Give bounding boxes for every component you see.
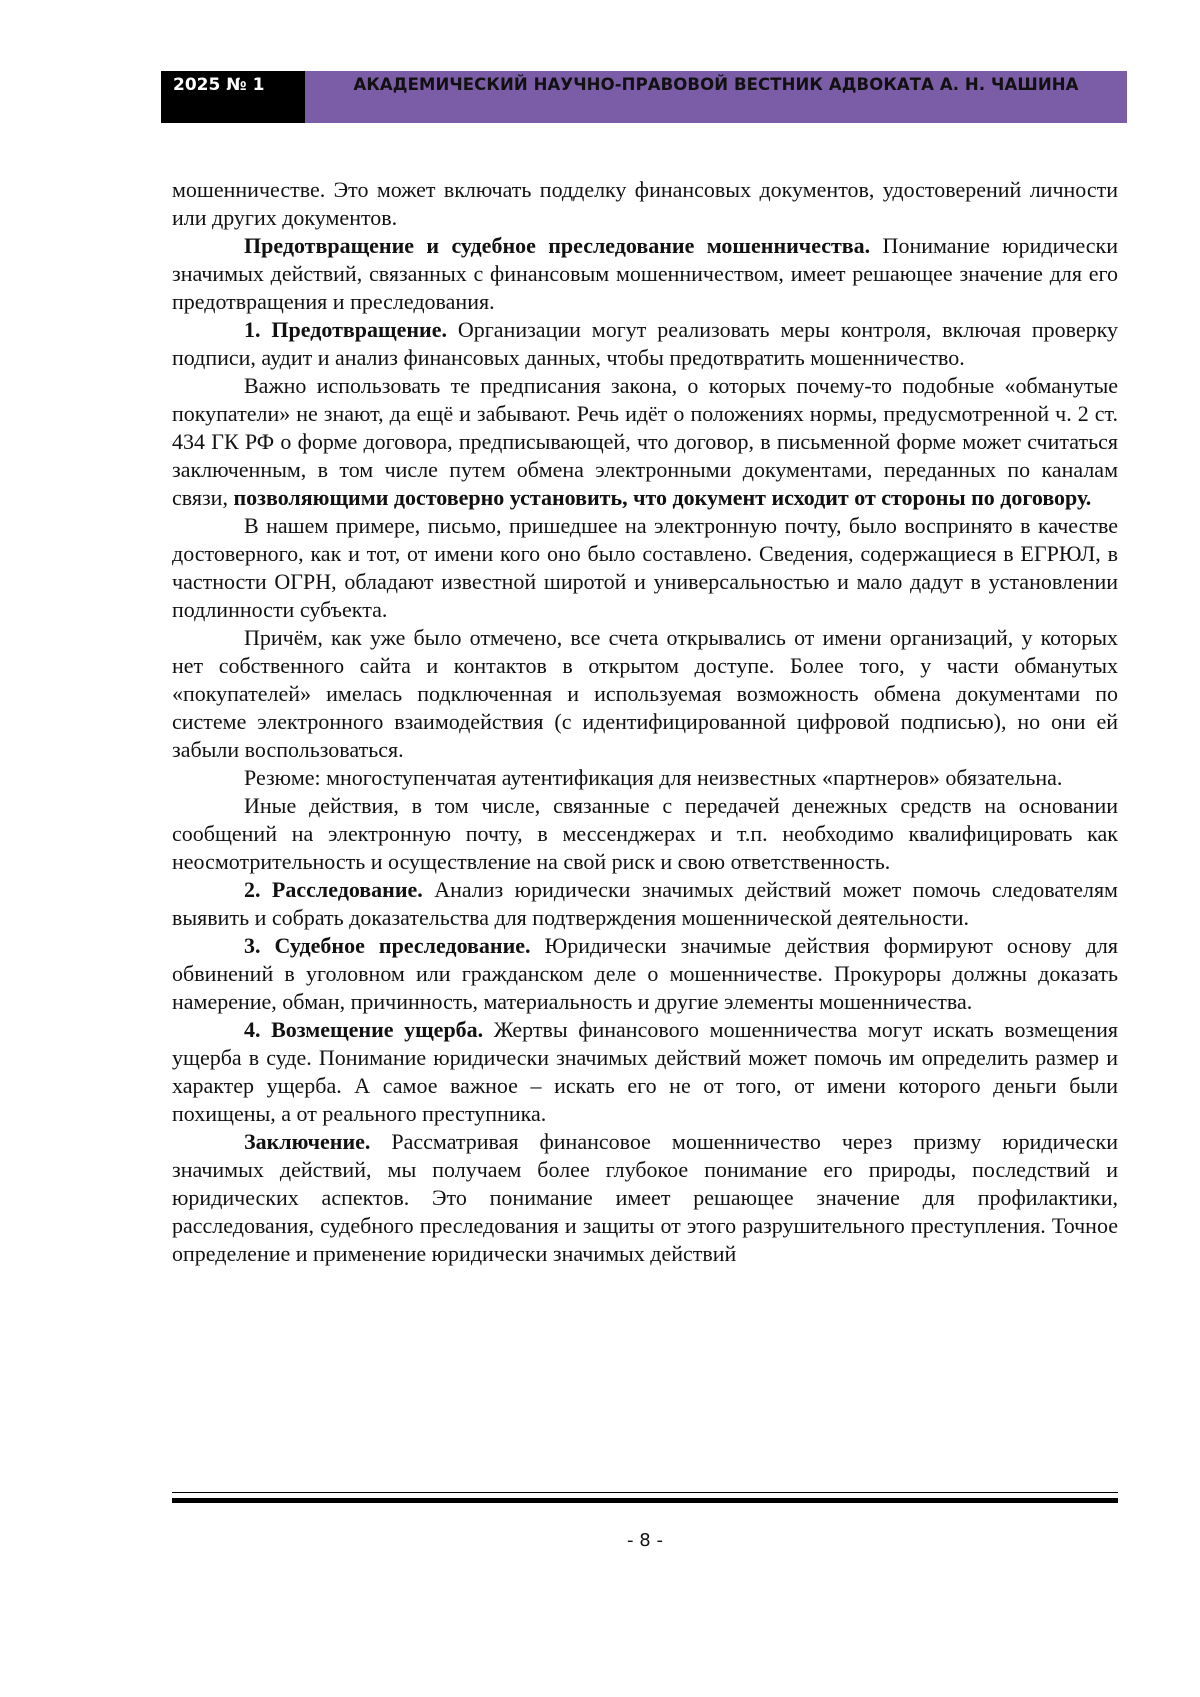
paragraph: Иные действия, в том числе, связанные с передачей денежных средств на основании сообщений на электронную почту, в мессенджерах и т.п. необходимо квалифицировать как неосмотрительность и осуществление на свой риск и свою ответственность. — [172, 792, 1118, 876]
section-heading: 1. Предотвращение. — [244, 317, 447, 342]
journal-header — [161, 71, 1127, 123]
section-heading: 3. Судебное преследование. — [244, 933, 531, 958]
paragraph: мошенничестве. Это может включать подделку финансовых документов, удостоверений личности или других документов. — [172, 176, 1118, 232]
paragraph: Причём, как уже было отмечено, все счета открывались от имени организаций, у которых нет собственного сайта и контактов в открытом доступе. Более того, у части обманутых «покупателей» имелась подключенная и используемая возможность обмена документами по системе электронного взаимодействия (с идентифицированной цифровой подписью), но они ей забыли воспользоваться. — [172, 624, 1118, 764]
paragraph: Резюме: многоступенчатая аутентификация для неизвестных «партнеров» обязательна. — [172, 764, 1118, 792]
footer-divider — [172, 1498, 1118, 1503]
paragraph: 2. Расследование. Анализ юридически значимых действий может помочь следователям выявить и собрать доказательства для подтверждения мошеннической деятельности. — [172, 876, 1118, 932]
section-heading: Предотвращение и судебное преследование мошенничества. — [244, 233, 870, 258]
section-heading: Заключение. — [244, 1129, 370, 1154]
section-heading: 2. Расследование. — [244, 877, 423, 902]
emphasis: позволяющими достоверно установить, что документ исходит от стороны по договору. — [233, 485, 1091, 510]
paragraph: 1. Предотвращение. Организации могут реализовать меры контроля, включая проверку подписи, аудит и анализ финансовых данных, чтобы предотвратить мошенничество. — [172, 316, 1118, 372]
paragraph: Предотвращение и судебное преследование мошенничества. Понимание юридически значимых действий, связанных с финансовым мошенничеством, имеет решающее значение для его предотвращения и преследования. — [172, 232, 1118, 316]
page-number: - 8 - — [0, 1530, 1200, 1551]
paragraph: 3. Судебное преследование. Юридически значимые действия формируют основу для обвинений в уголовном или гражданском деле о мошенничестве. Прокуроры должны доказать намерение, обман, причинность, материальность и другие элементы мошенничества. — [172, 932, 1118, 1016]
paragraph: В нашем примере, письмо, пришедшее на электронную почту, было воспринято в качестве достоверного, как и тот, от имени кого оно было составлено. Сведения, содержащиеся в ЕГРЮЛ, в частности ОГРН, обладают известной широтой и универсальностью и мало дадут в установлении подлинности субъекта. — [172, 512, 1118, 624]
paragraph: 4. Возмещение ущерба. Жертвы финансового мошенничества могут искать возмещения ущерба в суде. Понимание юридически значимых действий может помочь им определить размер и характер ущерба. А самое важное – искать его не от того, от имени которого деньги были похищены, а от реального преступника. — [172, 1016, 1118, 1128]
paragraph: Важно использовать те предписания закона, о которых почему-то подобные «обманутые покупатели» не знают, да ещё и забывают. Речь идёт о положениях нормы, предусмотренной ч. 2 ст. 434 ГК РФ о форме договора, предписывающей, что договор, в письменной форме может считаться заключенным, в том числе путем обмена электронными документами, переданных по каналам связи, позволяющими достоверно установить, что документ исходит от стороны по договору. — [172, 372, 1118, 512]
paragraph: Заключение. Рассматривая финансовое мошенничество через призму юридически значимых действий, мы получаем более глубокое понимание его природы, последствий и юридических аспектов. Это понимание имеет решающее значение для профилактики, расследования, судебного преследования и защиты от этого разрушительного преступления. Точное определение и применение юридически значимых действий — [172, 1128, 1118, 1268]
journal-title: АКАДЕМИЧЕСКИЙ НАУЧНО-ПРАВОВОЙ ВЕСТНИК АДВОКАТА А. Н. ЧАШИНА — [305, 71, 1127, 123]
article-body — [172, 176, 1118, 1268]
issue-number: 2025 № 1 — [161, 71, 305, 123]
section-heading: 4. Возмещение ущерба. — [244, 1017, 483, 1042]
